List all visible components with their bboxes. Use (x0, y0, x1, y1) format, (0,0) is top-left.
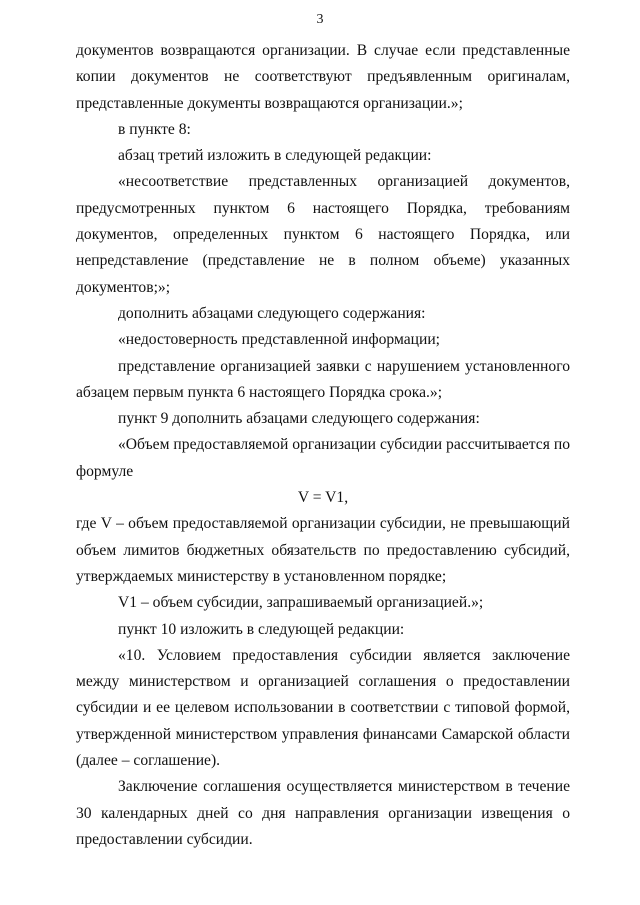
paragraph: Заключение соглашения осуществляется министерством в течение 30 календарных дней со дня направления организации извещения о предоставлении субсидии. (76, 778, 570, 848)
paragraph: «Объем предоставляемой организации субсидии рассчитывается по формуле (76, 436, 570, 480)
formula: V = V1, (297, 489, 349, 507)
paragraph: «недостоверность представленной информации; (118, 331, 441, 349)
page-number: 3 (316, 12, 324, 27)
paragraph: «несоответствие представленных организацией документов, предусмотренных пунктом 6 настоящего Порядка, требованиям документов, определенных пунктом 6 настоящего Порядка, или непредставление (представление не в полном объеме) указанных документов;»; (76, 173, 570, 296)
paragraph: абзац третий изложить в следующей редакции: (118, 147, 432, 165)
paragraph: пункт 9 дополнить абзацами следующего содержания: (118, 410, 480, 428)
paragraph: пункт 10 изложить в следующей редакции: (118, 620, 405, 638)
paragraph: в пункте 8: (118, 120, 191, 138)
paragraph: документов возвращаются организации. В случае если представленные копии документов не соответствуют предъявленным оригиналам, представленные документы возвращаются организации.»; (76, 42, 570, 112)
paragraph: представление организацией заявки с нарушением установленного абзацем первым пункта 6 настоящего Порядка срока.»; (76, 357, 570, 401)
document-body (76, 38, 570, 853)
paragraph: дополнить абзацами следующего содержания: (118, 304, 426, 322)
paragraph: где V – объем предоставляемой организации субсидии, не превышающий объем лимитов бюджетных обязательств по предоставлению субсидий, утверждаемых министерству в установленном порядке; (76, 515, 570, 585)
paragraph: V1 – объем субсидии, запрашиваемый организацией.»; (118, 594, 484, 612)
paragraph: «10. Условием предоставления субсидии является заключение между министерством и организацией соглашения о предоставлении субсидии и ее целевом использовании в соответствии с типовой формой, утвержденной министерством управления финансами Самарской области (далее – соглашение). (76, 646, 570, 770)
